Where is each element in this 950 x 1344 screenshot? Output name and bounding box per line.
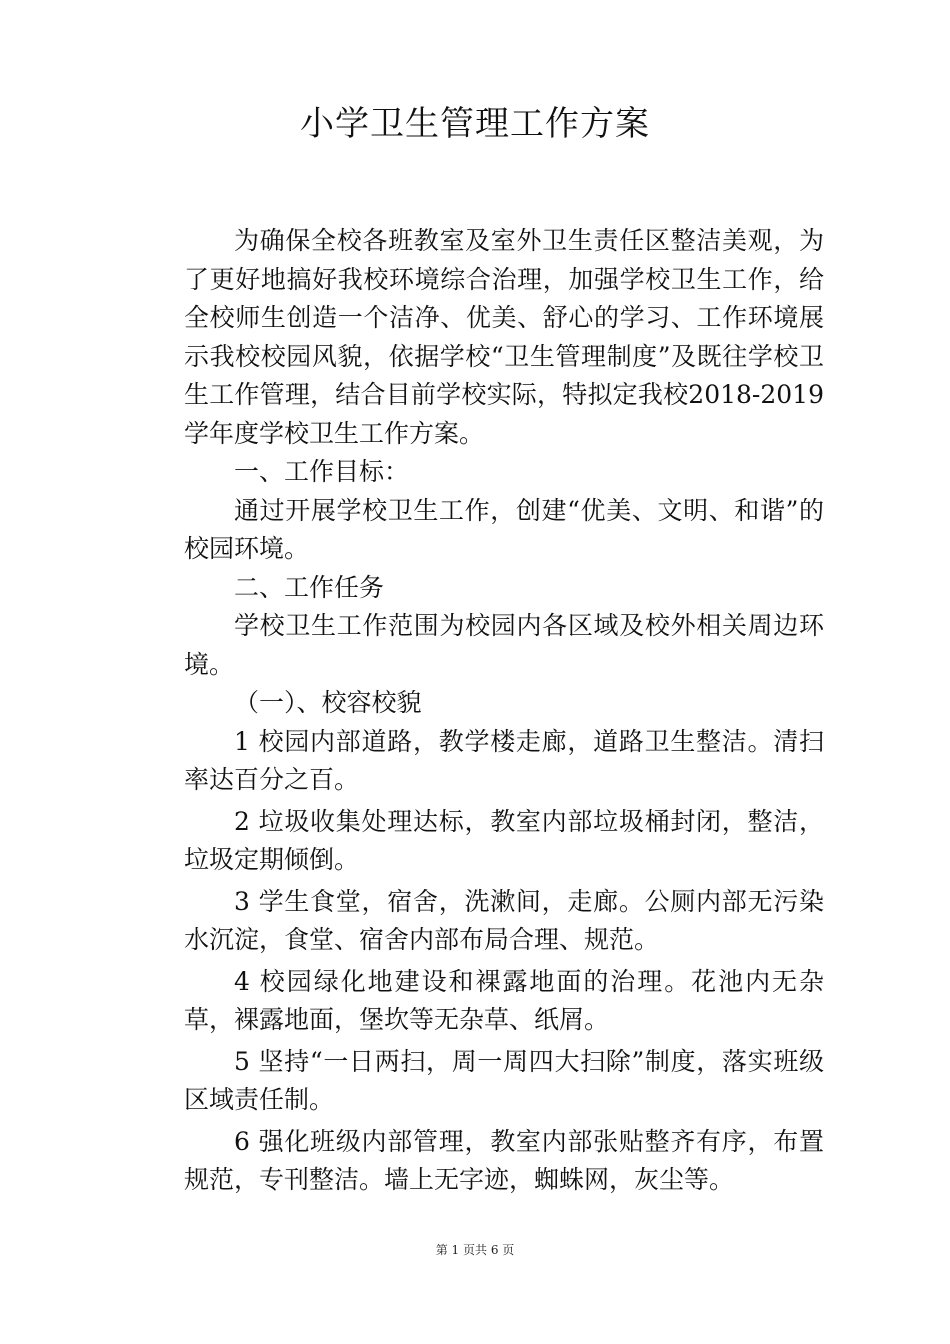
section-heading-tasks: 二、工作任务	[234, 572, 385, 602]
page-number-footer: 第 1 页共 6 页	[435, 1243, 515, 1257]
tasks-paragraph: 学校卫生工作范围为校园内各区域及校外相关周边环境。	[184, 611, 824, 679]
document-body	[184, 222, 824, 1203]
document-title: 小学卫生管理工作方案	[300, 104, 650, 144]
goals-paragraph: 通过开展学校卫生工作，创建“优美、文明、和谐”的校园环境。	[184, 495, 824, 563]
list-item: 5 坚持“一日两扫，周一周四大扫除”制度，落实班级区域责任制。	[184, 1046, 824, 1114]
section-heading-goals: 一、工作目标：	[234, 457, 410, 486]
intro-paragraph: 为确保全校各班教室及室外卫生责任区整洁美观，为了更好地搞好我校环境综合治理，加强学校卫生工作，给全校师生创造一个洁净、优美、舒心的学习、工作环境展示我校校园风貌，依据学校“卫生管理制度”及既往学校卫生工作管理，结合目前学校实际，特拟定我校2018-2019学年度学校卫生工作方案。	[184, 226, 824, 448]
subsection-heading-campus: （一）、校容校貌	[234, 688, 422, 717]
list-item: 2 垃圾收集处理达标，教室内部垃圾桶封闭，整洁，垃圾定期倾倒。	[184, 806, 824, 874]
list-item: 1 校园内部道路，教学楼走廊，道路卫生整洁。清扫率达百分之百。	[184, 726, 824, 794]
list-item: 4 校园绿化地建设和裸露地面的治理。花池内无杂草，裸露地面，堡坎等无杂草、纸屑。	[184, 966, 824, 1034]
list-item: 3 学生食堂，宿舍，洗漱间，走廊。公厕内部无污染水沉淀，食堂、宿舍内部布局合理、规范。	[184, 886, 824, 954]
list-item: 6 强化班级内部管理，教室内部张贴整齐有序，布置规范，专刊整洁。墙上无字迹，蜘蛛网，灰尘等。	[184, 1126, 824, 1194]
